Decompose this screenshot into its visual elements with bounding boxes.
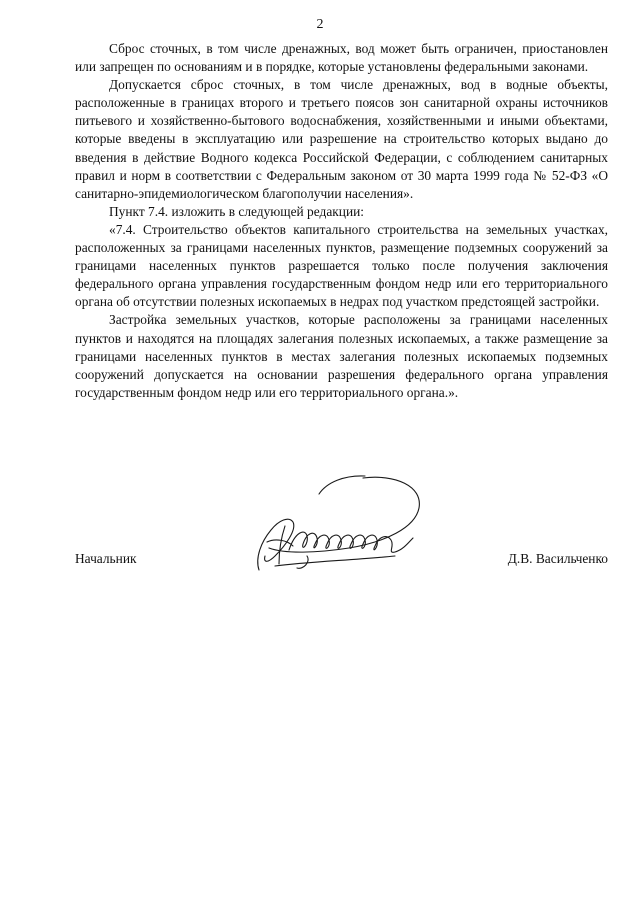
signatory-name: Д.В. Васильченко xyxy=(507,551,608,566)
page-number: 2 xyxy=(316,17,324,32)
paragraph: «7.4. Строительство объектов капитального строительства на земельных участках, расположенных за границами населенных пунктов, размещение подземных сооружений за границами населенных пунктов разрешается только после получения заключения федерального органа управления государственным фондом недр или его территориального органа об отсутствии полезных ископаемых в недрах под участком предстоящей застройки. xyxy=(75,221,608,310)
paragraph: Застройка земельных участков, которые расположены за границами населенных пунктов и находятся на площадях залегания полезных ископаемых, а также размещение за границами населенных пунктов в местах залегания полезных ископаемых подземных сооружений допускается на основании разрешения федерального органа управления государственным фондом недр или его территориального органа.». xyxy=(75,312,608,400)
handwritten-signature xyxy=(245,472,425,590)
paragraph: Пункт 7.4. изложить в следующей редакции: xyxy=(109,203,365,219)
signature-block xyxy=(75,510,608,620)
signatory-title: Начальник xyxy=(75,551,137,566)
document-body xyxy=(75,40,608,402)
paragraph: Сброс сточных, в том числе дренажных, вод может быть ограничен, приостановлен или запрещен по основаниям и в порядке, которые установлены федеральными законами. xyxy=(75,41,608,75)
paragraph: Допускается сброс сточных, в том числе дренажных, вод в водные объекты, расположенные в границах второго и третьего поясов зон санитарной охраны источников питьевого и хозяйственно-бытового водоснабжения, хозяйственными и иными объектами, которые введены в эксплуатацию или разрешение на строительство которых выдано до введения в действие Водного кодекса Российской Федерации, с соблюдением санитарных правил и норм в соответствии с Федеральным законом от 30 марта 1999 года № 52-ФЗ «О санитарно-эпидемиологическом благополучии населения». xyxy=(75,77,608,201)
